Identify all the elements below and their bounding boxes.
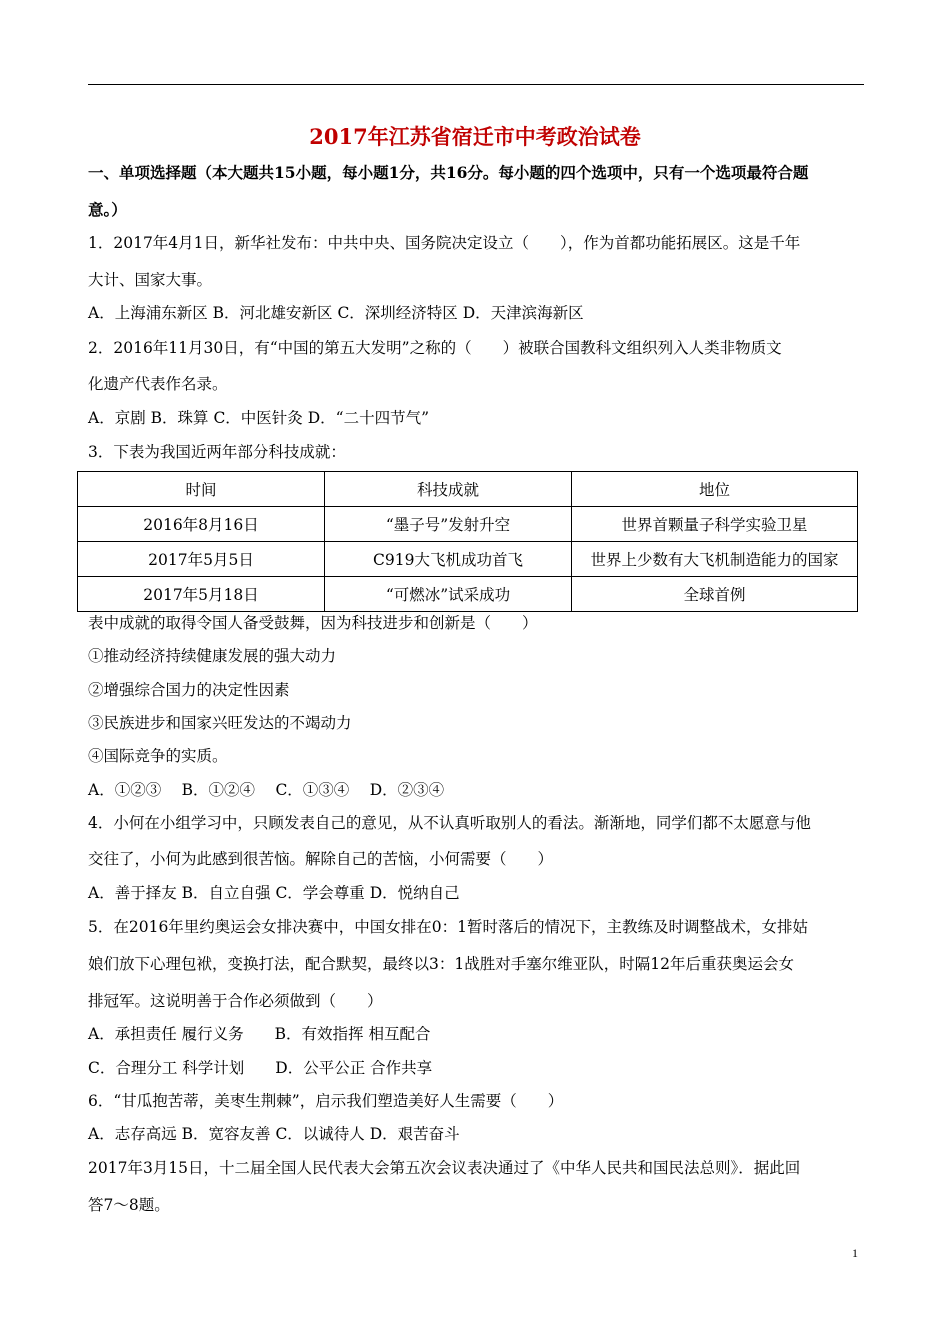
table-cell: 2017年5月5日 xyxy=(78,542,325,577)
table-header-cell: 科技成就 xyxy=(325,472,572,507)
q3-statement: ④国际竞争的实质。 xyxy=(88,747,228,765)
table-header-cell: 地位 xyxy=(572,472,858,507)
q3-statement: ①推动经济持续健康发展的强大动力 xyxy=(88,647,337,665)
q4-stem-line2: 交往了，小何为此感到很苦恼。解除自己的苦恼，小何需要（ ） xyxy=(88,850,554,868)
section-heading-line2: 意。） xyxy=(88,200,127,219)
table-row xyxy=(78,542,858,577)
q3-options: A．①②③ B．①②④ C．①③④ D．②③④ xyxy=(88,781,445,799)
header-rule xyxy=(88,84,864,85)
q5-options-line1: A．承担责任 履行义务 B．有效指挥 相互配合 xyxy=(88,1025,431,1043)
page-number: 1 xyxy=(852,1246,858,1260)
q5-stem-line3: 排冠军。这说明善于合作必须做到（ ） xyxy=(88,992,383,1010)
table-row xyxy=(78,577,858,612)
q4-options: A．善于择友 B．自立自强 C．学会尊重 D．悦纳自己 xyxy=(88,884,460,902)
table-cell: 世界首颗量子科学实验卫星 xyxy=(572,507,858,542)
q3-statement: ③民族进步和国家兴旺发达的不竭动力 xyxy=(88,714,352,732)
table-header-cell: 时间 xyxy=(78,472,325,507)
q2-options: A．京剧 B．珠算 C．中医针灸 D．“二十四节气” xyxy=(88,409,430,427)
q1-options: A．上海浦东新区 B．河北雄安新区 C．深圳经济特区 D．天津滨海新区 xyxy=(88,304,584,322)
q4-stem-line1: 4．小何在小组学习中，只顾发表自己的意见，从不认真听取别人的看法。渐渐地，同学们都不太愿意与他 xyxy=(88,814,811,832)
achievements-table xyxy=(77,471,858,612)
passage-line1: 2017年3月15日，十二届全国人民代表大会第五次会议表决通过了《中华人民共和国民法总则》．据此回 xyxy=(88,1159,801,1177)
table-cell: 全球首例 xyxy=(572,577,858,612)
q3-stem: 3．下表为我国近两年部分科技成就： xyxy=(88,443,346,461)
passage-line2: 答7～8题。 xyxy=(88,1196,170,1214)
table-header-row xyxy=(78,472,858,507)
table-cell: 2017年5月18日 xyxy=(78,577,325,612)
table-cell: C919大飞机成功首飞 xyxy=(325,542,572,577)
table-cell: 世界上少数有大飞机制造能力的国家 xyxy=(572,542,858,577)
q5-options-line2: C．合理分工 科学计划 D．公平公正 合作共享 xyxy=(88,1059,433,1077)
q6-stem: 6．“甘瓜抱苦蒂，美枣生荆棘”，启示我们塑造美好人生需要（ ） xyxy=(88,1092,564,1110)
q1-stem-line2: 大计、国家大事。 xyxy=(88,271,213,289)
page-title: 2017年江苏省宿迁市中考政治试卷 xyxy=(309,124,641,149)
q6-options: A．志存高远 B．宽容友善 C．以诚待人 D．艰苦奋斗 xyxy=(88,1125,460,1143)
q3-after-table: 表中成就的取得令国人备受鼓舞，因为科技进步和创新是（ ） xyxy=(88,614,538,632)
q2-stem-line1: 2．2016年11月30日，有“中国的第五大发明”之称的（ ）被联合国教科文组织列入人类非物质文 xyxy=(88,339,782,357)
table-cell: 2016年8月16日 xyxy=(78,507,325,542)
section-heading-line1: 一、单项选择题（本大题共15小题，每小题1分，共16分。每小题的四个选项中，只有一个选项最符合题 xyxy=(88,163,809,182)
q5-stem-line2: 娘们放下心理包袱，变换打法，配合默契，最终以3：1战胜对手塞尔维亚队，时隔12年后重获奥运会女 xyxy=(88,955,794,973)
table-row xyxy=(78,507,858,542)
table-cell: “墨子号”发射升空 xyxy=(325,507,572,542)
q3-statement: ②增强综合国力的决定性因素 xyxy=(88,681,290,699)
q5-stem-line1: 5．在2016年里约奥运会女排决赛中，中国女排在0：1暂时落后的情况下，主教练及时调整战术，女排姑 xyxy=(88,918,809,936)
q1-stem-line1: 1．2017年4月1日，新华社发布：中共中央、国务院决定设立（ ），作为首都功能拓展区。这是千年 xyxy=(88,234,801,252)
table-cell: “可燃冰”试采成功 xyxy=(325,577,572,612)
q2-stem-line2: 化遗产代表作名录。 xyxy=(88,375,228,393)
